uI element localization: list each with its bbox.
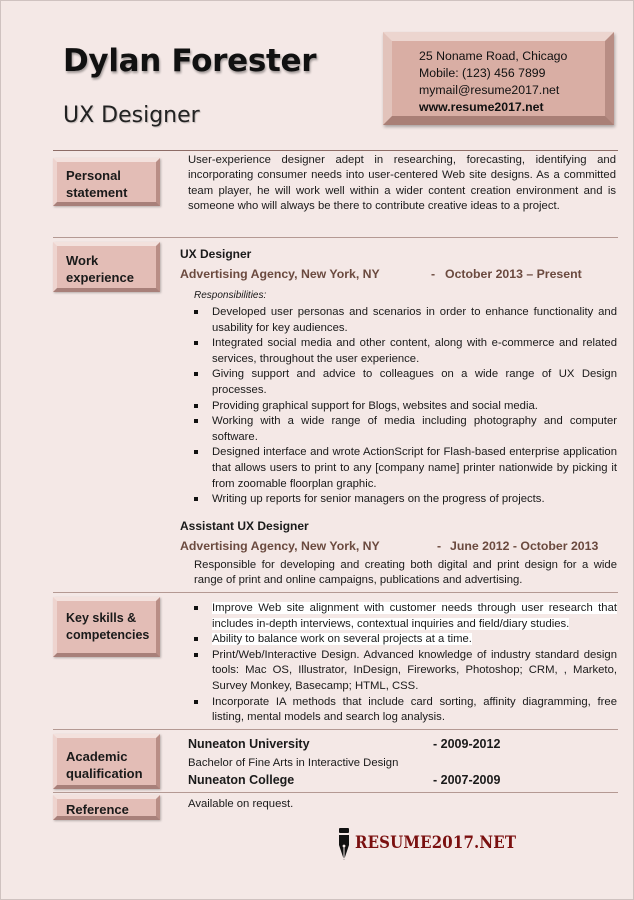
- list-item: [193, 601, 617, 632]
- section-divider: [53, 592, 618, 593]
- label-line: Reference: [66, 802, 129, 817]
- skills-list: [193, 601, 617, 726]
- list-item: Working with a wide range of media including photography and computer software.: [193, 414, 617, 445]
- job-title: UX Designer: [63, 103, 200, 128]
- candidate-name: Dylan Forester: [63, 43, 317, 79]
- logo-text: RESUME2017.NET: [355, 833, 517, 853]
- responsibilities-label: Responsibilities:: [194, 290, 267, 301]
- work-experience-label: [53, 242, 160, 292]
- highlighted-text: Improve Web site alignment with customer needs through user research that includes in-depth interviews, contextual inquiries and field/diary studies.: [212, 602, 617, 630]
- job-title-2: Assistant UX Designer: [180, 519, 309, 533]
- school-dates: - 2009-2012: [433, 737, 501, 751]
- job-dates-1: October 2013 – Present: [445, 267, 582, 281]
- list-item: Writing up reports for senior managers on the progress of projects.: [193, 492, 617, 508]
- reference-label: [53, 795, 160, 820]
- label-line: experience: [66, 270, 134, 285]
- personal-statement-text: User-experience designer adept in researching, forecasting, identifying and incorporating consumer needs into user-centered Web site designs. As a committed team player, he will work well within a wider content creation environment and is someone who will always be there to contribute creative ideas to a project.: [188, 154, 616, 212]
- label-line: competencies: [66, 628, 150, 642]
- fountain-pen-icon: [336, 827, 352, 863]
- contact-email[interactable]: mymail@resume2017.net: [419, 83, 560, 97]
- list-item: Designed interface and wrote ActionScript for Flash-based enterprise application that allows users to print to any [company name] printer nationwide by picking it from zoomable floorplan graphic.: [193, 445, 617, 492]
- contact-website[interactable]: www.resume2017.net: [419, 100, 544, 114]
- label-line: Work: [66, 253, 99, 268]
- degree-name: Bachelor of Fine Arts in Interactive Design: [188, 757, 399, 769]
- school-name: Nuneaton College: [188, 773, 295, 787]
- section-divider: [53, 150, 618, 151]
- highlighted-text: Ability to balance work on several projects at a time.: [212, 633, 472, 646]
- reference-text: Available on request.: [188, 798, 294, 810]
- job-title-1: UX Designer: [180, 247, 252, 261]
- school-name: Nuneaton University: [188, 737, 310, 751]
- contact-box: [383, 32, 614, 125]
- label-line: Academic: [66, 749, 128, 764]
- section-divider: [53, 729, 618, 730]
- label-line: statement: [66, 185, 128, 200]
- job-dash-2: -: [437, 539, 442, 553]
- list-item: Incorporate IA methods that include card sorting, affinity diagramming, free listing, mental models and search log analysis.: [193, 695, 617, 726]
- list-item: Print/Web/Interactive Design. Advanced knowledge of industry standard design tools: Mac OS, Illustrator, InDesign, Fireworks, Photoshop; CRM, , Marketo, Survey Monkey, Basecamp; HTML, CSS.: [193, 648, 617, 695]
- section-divider: [53, 792, 618, 793]
- school-dates: - 2007-2009: [433, 773, 501, 787]
- contact-mobile: Mobile: (123) 456 7899: [419, 66, 546, 80]
- label-line: qualification: [66, 766, 143, 781]
- academic-qualification-label: [53, 734, 160, 789]
- contact-address: 25 Noname Road, Chicago: [419, 49, 568, 63]
- responsibilities-list: [193, 305, 617, 508]
- personal-statement-label: [53, 158, 160, 206]
- job-dash-1: -: [431, 267, 436, 281]
- section-divider: [53, 237, 618, 238]
- list-item: Integrated social media and other content, along with e-commerce and related services, throughout the user experience.: [193, 336, 617, 367]
- job-dates-2: June 2012 - October 2013: [450, 539, 599, 553]
- list-item: Providing graphical support for Blogs, websites and social media.: [193, 399, 617, 415]
- list-item: Developed user personas and scenarios in order to enhance functionality and usability for key audiences.: [193, 305, 617, 336]
- job-description-2: Responsible for developing and creating both digital and print design for a wide range of print and online campaigns, publications and advertising.: [194, 559, 617, 587]
- key-skills-label: [53, 597, 160, 657]
- list-item: [193, 632, 617, 648]
- job-company-2: Advertising Agency, New York, NY: [180, 539, 380, 553]
- label-line: Key skills &: [66, 611, 137, 625]
- job-company-1: Advertising Agency, New York, NY: [180, 267, 380, 281]
- label-line: Personal: [66, 168, 121, 183]
- list-item: Giving support and advice to colleagues on a wide range of UX Design processes.: [193, 367, 617, 398]
